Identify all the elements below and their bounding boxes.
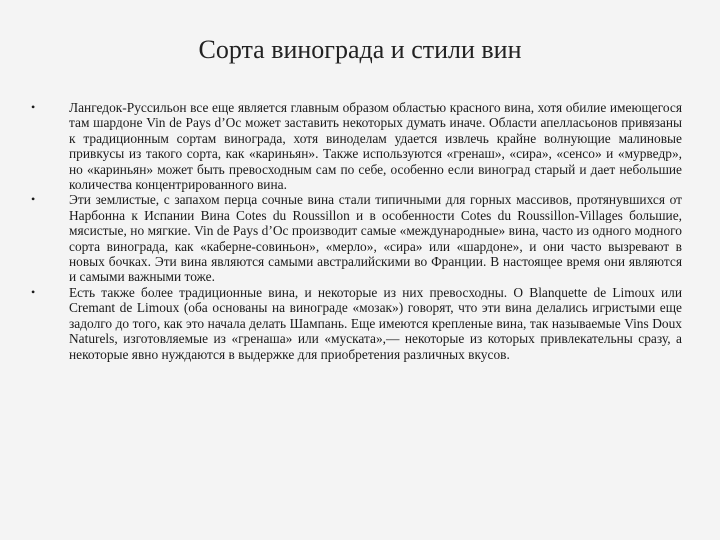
slide-title: Сорта винограда и стили вин xyxy=(198,35,522,64)
bullet-marker: • xyxy=(31,192,36,207)
bullet-marker: • xyxy=(31,284,36,299)
bullet-marker: • xyxy=(31,100,36,114)
bullet-item xyxy=(0,192,720,284)
bullet-list xyxy=(0,100,720,362)
bullet-text: Есть также более традиционные вина, и некоторые из них превосходны. О Blanquette de Limoux или Cremant de Limoux (оба основаны на винограде «мозак») говорят, что эти вина делались игристыми еще задолго до того, как это начала делать Шампань. Еще имеются крепленые вина, так называемые Vins Doux Naturels, изготовляемые из «гренаша» или «муската»,— некоторые из которых привлекательны сразу, а некоторые явно нуждаются в выдержке для приобретения различных вкусов. xyxy=(69,284,682,362)
bullet-text: Эти землистые, с запахом перца сочные вина стали типичными для горных массивов, протянувшихся от Нарбонна к Испании Вина Cotes du Roussillon и в особенности Cotes du Roussillon-Villages большие, мясистые, но мягкие. Vin de Pays d’Oc производит самые «международные» вина, часто из одного модного сорта винограда, как «каберне-совиньон», «мерло», «сира» или «шардоне», и они часто вызревают в новых бочках. Эти вина являются самыми австралийскими во Франции. В настоящее время они являются и самыми важными тоже. xyxy=(69,192,682,285)
bullet-text: Лангедок-Руссильон все еще является главным образом областью красного вина, хотя обилие имеющегося там шардоне Vin de Pays d’Oc может заставить некоторых думать иначе. Области апелласьонов привязаны к традиционным сортам винограда, хотя виноделам удается извлечь крайне волнующие малиновые привкусы из такого сорта, как «кариньян». Также используются «гренаш», «сира», «сенсо» и «мурведр», но «кариньян» может быть превосходным сам по себе, особенно если виноград старый и дает небольшие количества концентрированного вина. xyxy=(69,100,682,193)
bullet-item xyxy=(0,100,720,192)
bullet-item xyxy=(0,285,720,362)
